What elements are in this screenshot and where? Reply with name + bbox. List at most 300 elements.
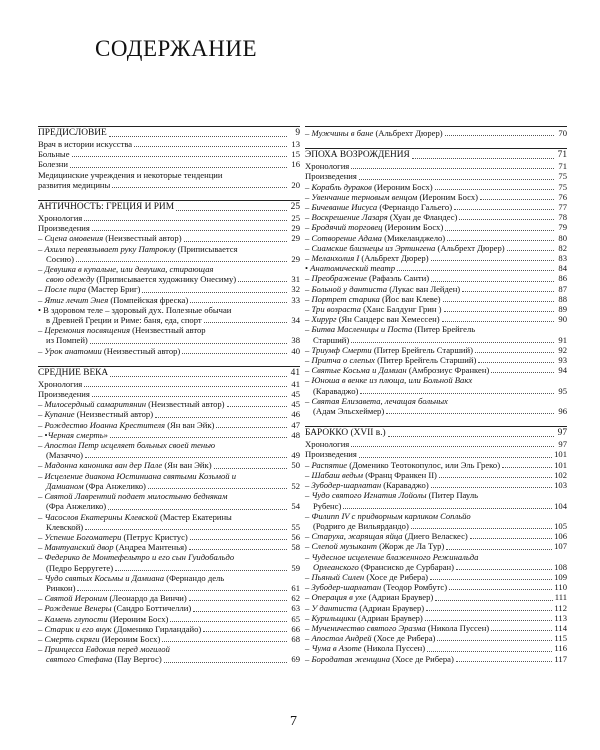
artwork-title: Апостол Петр исцеляет больных своей тенью [44, 440, 216, 451]
page-ref: 95 [558, 385, 567, 396]
toc-entry[interactable] [305, 460, 567, 470]
bullet-marker: – [38, 470, 43, 481]
toc-entry[interactable] [305, 572, 567, 582]
page-ref: 54 [291, 501, 300, 512]
toc-entry[interactable] [305, 501, 567, 511]
bullet-marker: – [305, 253, 310, 264]
bullet-marker: – [38, 399, 43, 410]
dot-leader [189, 600, 287, 601]
toc-entry[interactable] [38, 471, 300, 481]
bullet-marker: – [38, 542, 43, 553]
page-ref: 45 [291, 399, 300, 410]
toc-entry-label [38, 180, 110, 190]
toc-entry[interactable] [305, 531, 567, 541]
toc-entry[interactable] [38, 213, 300, 223]
dot-leader [443, 301, 554, 302]
entry-text: (Неизвестный автор) [74, 409, 154, 420]
dot-leader [155, 417, 287, 418]
toc-entry[interactable] [305, 562, 567, 572]
page-ref: 92 [558, 344, 567, 355]
dot-leader [92, 396, 287, 397]
toc-entry[interactable] [38, 325, 300, 335]
page-ref: 110 [554, 582, 567, 593]
toc-entry[interactable] [305, 355, 567, 365]
toc-entry[interactable] [305, 202, 567, 212]
dot-leader [449, 589, 552, 590]
page-ref: 20 [291, 179, 300, 190]
bullet-marker: – [305, 181, 310, 192]
toc-entry[interactable] [38, 583, 300, 593]
toc-entry-label [305, 304, 442, 314]
toc-entry-label [305, 233, 445, 243]
toc-entry[interactable] [305, 406, 567, 416]
dot-leader [491, 372, 554, 373]
toc-entry[interactable] [38, 170, 300, 180]
toc-entry-label [305, 428, 386, 439]
toc-entry-label [46, 563, 113, 573]
toc-entry[interactable] [305, 263, 567, 273]
page-ref: 13 [291, 139, 300, 149]
bullet-marker: – [305, 582, 310, 593]
toc-entry-label [38, 634, 160, 644]
entry-text: Хронология [38, 378, 83, 389]
artwork-title: Зубодер-шарлатан [311, 582, 382, 593]
toc-entry[interactable] [38, 335, 300, 345]
entry-text: (Фернандо Гальего) [377, 202, 453, 213]
toc-entry[interactable] [305, 284, 567, 294]
entry-text: (Питер Брейгель [412, 324, 476, 335]
page-ref: 15 [291, 149, 300, 160]
page-ref: 86 [558, 273, 567, 284]
toc-entry[interactable] [305, 222, 567, 232]
toc-entry[interactable] [305, 613, 567, 623]
artwork-title: Исцеление диакона Юстиниана святыми Козьмой и [44, 470, 237, 481]
dot-leader [397, 270, 554, 271]
bullet-marker: – [38, 284, 43, 295]
toc-entry-label [305, 511, 471, 521]
bullet-marker: – [305, 643, 310, 654]
toc-entry-label [38, 552, 234, 562]
toc-entry[interactable] [305, 449, 567, 459]
page-ref: 32 [291, 284, 300, 295]
toc-entry[interactable] [305, 253, 567, 263]
toc-entry[interactable] [38, 284, 300, 294]
toc-entry[interactable] [305, 480, 567, 490]
toc-entry-label [38, 149, 70, 159]
dot-leader [439, 477, 552, 478]
toc-section-heading[interactable] [38, 128, 300, 139]
dot-leader [462, 291, 554, 292]
toc-entry[interactable] [305, 490, 567, 500]
bullet-marker: – [38, 460, 43, 471]
toc-entry-label [313, 521, 409, 531]
toc-entry[interactable] [38, 223, 300, 233]
toc-entry[interactable] [305, 233, 567, 243]
entry-text: Ринкон) [46, 582, 76, 593]
entry-text: (Неизвестный автор) [103, 233, 182, 244]
toc-entry[interactable] [305, 521, 567, 531]
toc-entry[interactable] [305, 592, 567, 602]
page-ref: 109 [554, 571, 567, 582]
toc-entry[interactable] [38, 624, 300, 634]
artwork-title: Часослов Екатерины Клевской [44, 511, 158, 522]
dot-leader [478, 362, 554, 363]
toc-entry[interactable] [38, 440, 300, 450]
toc-entry[interactable] [305, 386, 567, 396]
toc-entry[interactable] [38, 315, 300, 325]
toc-entry[interactable] [305, 243, 567, 253]
toc-entry[interactable] [38, 139, 300, 149]
toc-entry[interactable] [38, 603, 300, 613]
page-ref: 97 [557, 428, 567, 439]
entry-text: (Иероним Босх) [107, 613, 169, 624]
bullet-marker: – [38, 644, 43, 655]
toc-entry-label [38, 325, 206, 335]
bullet-marker: – [38, 491, 43, 502]
artwork-title: Федерико де Монтефельтро и его сын Гуидобальдо [44, 552, 235, 563]
toc-entry[interactable] [305, 396, 567, 406]
entry-text: В здоровом теле – здоровый дух. Полезные обычаи [43, 304, 232, 315]
entry-text: » [103, 429, 108, 440]
toc-entry[interactable] [305, 192, 567, 202]
dot-leader [214, 468, 287, 469]
entry-text: (Ян Сандерс ван Хемессен) [336, 314, 440, 325]
toc-entry[interactable] [305, 128, 567, 138]
toc-entry[interactable] [38, 450, 300, 460]
artwork-title: Зубодер-шарлатан [311, 480, 382, 491]
toc-entry[interactable] [305, 345, 567, 355]
page-ref: 79 [558, 222, 567, 233]
toc-entry[interactable] [305, 643, 567, 653]
toc-entry[interactable] [38, 481, 300, 491]
toc-entry[interactable] [38, 614, 300, 624]
toc-entry-label [38, 139, 132, 149]
page-ref: 97 [558, 439, 567, 450]
toc-entry-label [305, 375, 472, 385]
dot-leader [170, 621, 287, 622]
bullet-marker: – [305, 293, 310, 304]
entry-text: (Альбрехт Дюрер) [373, 128, 443, 138]
entry-text: (Теодор Ромбутс) [381, 582, 448, 593]
dot-leader [204, 322, 287, 323]
dot-leader [431, 281, 554, 282]
artwork-title: Чума в Азоте [311, 643, 362, 654]
entry-text: (Никола Пуссен) [425, 622, 490, 633]
bullet-marker: – [38, 345, 43, 356]
page-ref: 33 [291, 294, 300, 305]
page-ref: 108 [554, 561, 567, 572]
toc-entry[interactable] [38, 420, 300, 430]
artwork-title: Купание [44, 409, 75, 420]
toc-entry[interactable] [38, 644, 300, 654]
toc-entry[interactable] [305, 633, 567, 643]
artwork-title: Портрет старика [311, 293, 380, 304]
dot-leader [426, 610, 552, 611]
dot-leader [90, 343, 287, 344]
toc-section-heading[interactable] [38, 202, 300, 213]
entry-text: Старший) [313, 334, 350, 345]
dot-leader [454, 209, 554, 210]
bullet-marker: – [38, 623, 43, 634]
entry-text: (Фра Анжелико) [83, 480, 146, 491]
dot-leader [76, 261, 287, 262]
page-ref: 70 [558, 128, 567, 138]
toc-entry[interactable] [305, 171, 567, 181]
page-title: СОДЕРЖАНИЕ [95, 36, 258, 61]
toc-entry[interactable] [38, 399, 300, 409]
page-ref: 52 [291, 480, 300, 491]
toc-entry-label [305, 171, 357, 181]
toc-entry[interactable] [38, 264, 300, 274]
toc-entry-label [305, 396, 448, 406]
artwork-title: Смерть скряги [44, 633, 100, 644]
toc-entry-label [38, 305, 231, 315]
page-ref: 58 [291, 542, 300, 553]
entry-text: ЭПОХА ВОЗРОЖДЕНИЯ [305, 150, 410, 161]
dot-leader [142, 292, 287, 293]
entry-text: (Адриан Браувер) [357, 602, 425, 613]
page-ref: 112 [554, 602, 567, 613]
bullet-marker: – [38, 429, 43, 440]
toc-entry-label [305, 603, 424, 613]
toc-section-heading[interactable] [305, 150, 567, 161]
dot-leader [190, 302, 287, 303]
entry-text: (Приписывается художнику Онесиму) [94, 274, 237, 285]
toc-entry[interactable] [305, 212, 567, 222]
dot-leader [507, 250, 554, 251]
bullet-marker: – [38, 419, 43, 430]
entry-text: • [44, 429, 48, 440]
entry-text: (Адам Эльсхеймер) [313, 406, 385, 417]
entry-text: (Помпейская фреска) [108, 294, 189, 305]
toc-entry[interactable] [38, 501, 300, 511]
toc-entry-label [305, 273, 429, 283]
toc-entry[interactable] [38, 532, 300, 542]
artwork-title: Девушка в купальне, или девушка, стирающая [44, 264, 214, 275]
toc-entry[interactable] [38, 149, 300, 159]
toc-entry[interactable] [305, 541, 567, 551]
bullet-marker: – [38, 243, 43, 254]
entry-text: из Помпей) [46, 335, 88, 346]
toc-entry[interactable] [305, 314, 567, 324]
dot-leader [184, 241, 287, 242]
dot-leader [112, 187, 287, 188]
toc-entry-label [38, 532, 188, 542]
toc-entry-label [38, 284, 140, 294]
page-ref: 34 [291, 315, 300, 326]
toc-entry-label [305, 345, 473, 355]
artwork-title: Бродячий торговец [311, 222, 383, 233]
artwork-title: Операция в ухе [311, 592, 367, 603]
toc-entry-label [305, 128, 443, 138]
toc-entry-label [38, 573, 224, 583]
toc-entry[interactable] [38, 573, 300, 583]
toc-entry[interactable] [38, 460, 300, 470]
bullet-marker: – [305, 283, 310, 294]
entry-text: (Неизвестный автор) [146, 399, 225, 410]
entry-text: Хронология [305, 439, 350, 450]
dot-leader [475, 352, 554, 353]
toc-entry[interactable] [38, 491, 300, 501]
bullet-marker: – [38, 633, 43, 644]
artwork-title: Три возраста [311, 304, 361, 315]
toc-entry-label [46, 450, 83, 460]
artwork-title: Сцена омовения [44, 233, 104, 244]
page-ref: 61 [291, 582, 300, 593]
toc-entry[interactable] [305, 552, 567, 562]
toc-entry[interactable] [38, 593, 300, 603]
page-ref: 114 [554, 622, 567, 633]
entry-text: (Питер Брейгель Старший) [374, 355, 477, 366]
toc-entry-label [305, 531, 468, 541]
page-ref: 84 [558, 263, 567, 274]
toc-entry[interactable] [305, 623, 567, 633]
bullet-marker: – [305, 191, 310, 202]
dot-leader [360, 393, 554, 394]
dot-leader [110, 376, 287, 377]
toc-entry[interactable] [305, 511, 567, 521]
page-ref: 56 [291, 531, 300, 542]
toc-entry-label [305, 572, 428, 582]
entry-text: (Амброзиус Франкен) [406, 365, 490, 376]
toc-entry[interactable] [38, 512, 300, 522]
toc-entry-label [38, 346, 180, 356]
toc-entry-label [313, 501, 341, 511]
entry-text: (Хосе де Рибера) [364, 571, 428, 582]
toc-entry-label [305, 202, 452, 212]
toc-entry-label [38, 644, 170, 654]
entry-text: Произведения [38, 223, 90, 234]
page-ref: 94 [558, 365, 567, 376]
dot-leader [359, 457, 552, 458]
artwork-title: Бичевание Иисуса [311, 202, 378, 213]
artwork-title: Святая Елизавета, лечащая больных [311, 395, 448, 406]
toc-entry[interactable] [305, 324, 567, 334]
toc-entry[interactable] [38, 542, 300, 552]
toc-entry[interactable] [38, 305, 300, 315]
page-ref: 75 [558, 171, 567, 182]
page-ref: 71 [558, 161, 567, 172]
page-ref: 82 [558, 242, 567, 253]
bullet-marker: • [38, 304, 42, 315]
dot-leader [447, 240, 554, 241]
toc-entry[interactable] [38, 389, 300, 399]
dot-leader [164, 662, 287, 663]
toc-entry[interactable] [38, 233, 300, 243]
artwork-title: Сотворение Адама [311, 232, 382, 243]
dot-leader [72, 156, 287, 157]
page-ref: 111 [554, 592, 567, 603]
toc-entry[interactable] [38, 295, 300, 305]
page-ref: 29 [291, 223, 300, 234]
dot-leader [388, 436, 554, 437]
bullet-marker: – [305, 653, 310, 664]
entry-text: (Франц Франкен II) [363, 469, 437, 480]
page-ref: 25 [290, 202, 300, 213]
toc-entry[interactable] [305, 439, 567, 449]
bullet-marker: – [305, 510, 310, 521]
toc-entry[interactable] [305, 161, 567, 171]
artwork-title: Урок анатомии [44, 345, 102, 356]
page-number: 7 [290, 714, 297, 729]
toc-entry-label [46, 583, 75, 593]
entry-text: (Фернандо дель [164, 572, 225, 583]
toc-entry[interactable] [38, 180, 300, 190]
toc-entry[interactable] [305, 182, 567, 192]
dot-leader [446, 549, 552, 550]
toc-entry[interactable] [38, 430, 300, 440]
dot-leader [351, 446, 554, 447]
toc-entry[interactable] [38, 654, 300, 664]
artwork-title: Чудесное исцеление блаженного Режинальда [311, 551, 479, 562]
artwork-title: Святой Иероним [44, 593, 108, 604]
artwork-title: Юноша в венке из плюща, или Больной Вакх [311, 375, 473, 386]
toc-section-heading[interactable] [305, 428, 567, 439]
entry-text: (Адриан Браувер) [355, 612, 423, 623]
toc-entry[interactable] [38, 409, 300, 419]
toc-entry[interactable] [305, 582, 567, 592]
toc-entry-label [38, 614, 168, 624]
page-ref: 25 [291, 213, 300, 224]
page-ref: 91 [558, 334, 567, 345]
entry-text: СРЕДНИЕ ВЕКА [38, 367, 109, 378]
entry-text: (Ян ван Эйк) [165, 419, 215, 430]
toc-entry[interactable] [305, 304, 567, 314]
toc-entry[interactable] [38, 379, 300, 389]
entry-text: (Леонардо да Винчи) [107, 593, 187, 604]
toc-entry[interactable] [305, 273, 567, 283]
dot-leader [431, 487, 552, 488]
page-ref: 107 [554, 541, 567, 552]
page-ref: 80 [558, 232, 567, 243]
entry-text: (Микеланджело) [381, 232, 446, 243]
entry-text: (Пау Вергос) [112, 654, 162, 665]
toc-entry-label [38, 471, 236, 481]
toc-entry[interactable] [38, 274, 300, 284]
toc-section-heading[interactable] [38, 368, 300, 379]
bullet-marker: – [38, 264, 43, 275]
toc-entry[interactable] [38, 244, 300, 254]
toc-entry[interactable] [38, 522, 300, 532]
toc-entry[interactable] [38, 563, 300, 573]
artwork-title: Увенчание терновым венцом [311, 191, 418, 202]
toc-entry[interactable] [305, 365, 567, 375]
artwork-title: Корабль дураков [311, 181, 372, 192]
toc-entry[interactable] [305, 294, 567, 304]
artwork-title: Камень глупости [44, 613, 108, 624]
toc-entry[interactable] [38, 346, 300, 356]
dot-leader [502, 467, 552, 468]
artwork-title: Старик и его внук [44, 623, 112, 634]
toc-entry-label [305, 294, 441, 304]
toc-entry[interactable] [305, 470, 567, 480]
entry-text: Медицинские учреждения и некоторые тенденции [38, 169, 223, 180]
artwork-title: Святые Косьма и Дамиан [311, 365, 407, 376]
toc-entry[interactable] [38, 159, 300, 169]
toc-entry[interactable] [305, 654, 567, 664]
toc-left-column [38, 126, 300, 675]
toc-entry[interactable] [305, 375, 567, 385]
toc-entry[interactable] [38, 634, 300, 644]
toc-entry[interactable] [305, 335, 567, 345]
artwork-title: Святой Лаврентий подает милостыню беднякам [44, 491, 228, 502]
dot-leader [412, 158, 554, 159]
toc-entry[interactable] [38, 254, 300, 264]
dot-leader [238, 281, 287, 282]
toc-entry[interactable] [305, 603, 567, 613]
toc-entry-label [305, 470, 437, 480]
toc-entry[interactable] [38, 552, 300, 562]
